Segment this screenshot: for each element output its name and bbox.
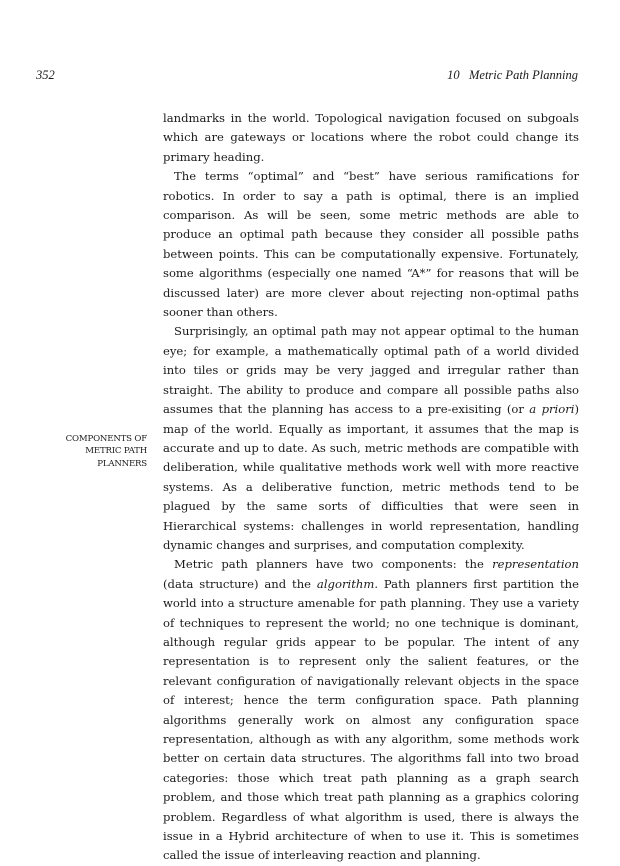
paragraph-4-text-a: Metric path planners have two components: the (174, 557, 493, 572)
paragraph-3-text-b: ) map of the world. Equally as important, it assumes that the map is accurate and up to date. As such, metric methods are compatible with deliberation, while qualitative methods work well with more reactive systems. As a deliberative function, metric methods tend to be plagued by the same sorts of difficulties that were seen in Hierarchical systems: challenges in world representation, handling dynamic changes and surprises, and computation complexity. (163, 402, 580, 552)
paragraph-4-text-c: Path planners first partition the world into a structure amenable for path planning. They use a variety of techniques to represent the world; no one technique is dominant, although regular grids appear to be popular. The intent of any representation is to represent only the salient features, or the relevant configuration of navigationally relevant objects in the space of interest; hence the term configuration space. Path planning algorithms generally work on almost any configuration space representation, although as with any algorithm, some methods work better on certain data structures. The algorithms fall into two broad categories: those which treat path planning as a graph search problem, and those which treat path planning as a graphics coloring problem. Regardless of what algorithm is used, there is always the issue in a Hybrid architecture of when to use it. This is sometimes called the issue of interleaving reaction and planning. (163, 576, 579, 863)
page-number: 352 (36, 68, 55, 82)
chapter-title: 10 Metric Path Planning (447, 68, 578, 82)
running-head (36, 68, 578, 88)
paragraph-3 (163, 322, 579, 555)
margin-note (40, 433, 147, 470)
margin-note-line: METRIC PATH (85, 446, 147, 457)
paragraph-2: The terms “optimal” and “best” have serious ramifications for robotics. In order to say a path is optimal, there is an implied comparison. As will be seen, some metric methods are able to produce an optimal path because they consider all possible paths between points. This can be computationally expensive. Fortunately, some algorithms (especially one named “A*” for reasons that will be discussed later) are more clever about rejecting non-optimal paths sooner than others. (163, 169, 579, 320)
paragraph-1: landmarks in the world. Topological navigation focused on subgoals which are gateways or locations where the robot could change its primary heading. (163, 111, 579, 164)
paragraph-4-text-b: (data structure) and the (163, 576, 317, 591)
a-priori-emphasis: a priori (529, 402, 575, 417)
body-text (163, 109, 579, 866)
margin-note-line: PLANNERS (97, 458, 147, 469)
paragraph-4 (163, 555, 579, 866)
representation-term: representation (492, 557, 579, 572)
algorithm-term: algorithm. (316, 576, 378, 591)
margin-note-line: COMPONENTS OF (65, 434, 147, 444)
paragraph-3-text-a: Surprisingly, an optimal path may not appear optimal to the human eye; for example, a mathematically optimal path of a world divided into tiles or grids may be very jagged and irregular rather than straight. The ability to produce and compare all possible paths also assumes that the planning has access to a pre-exisiting (or (163, 324, 579, 417)
